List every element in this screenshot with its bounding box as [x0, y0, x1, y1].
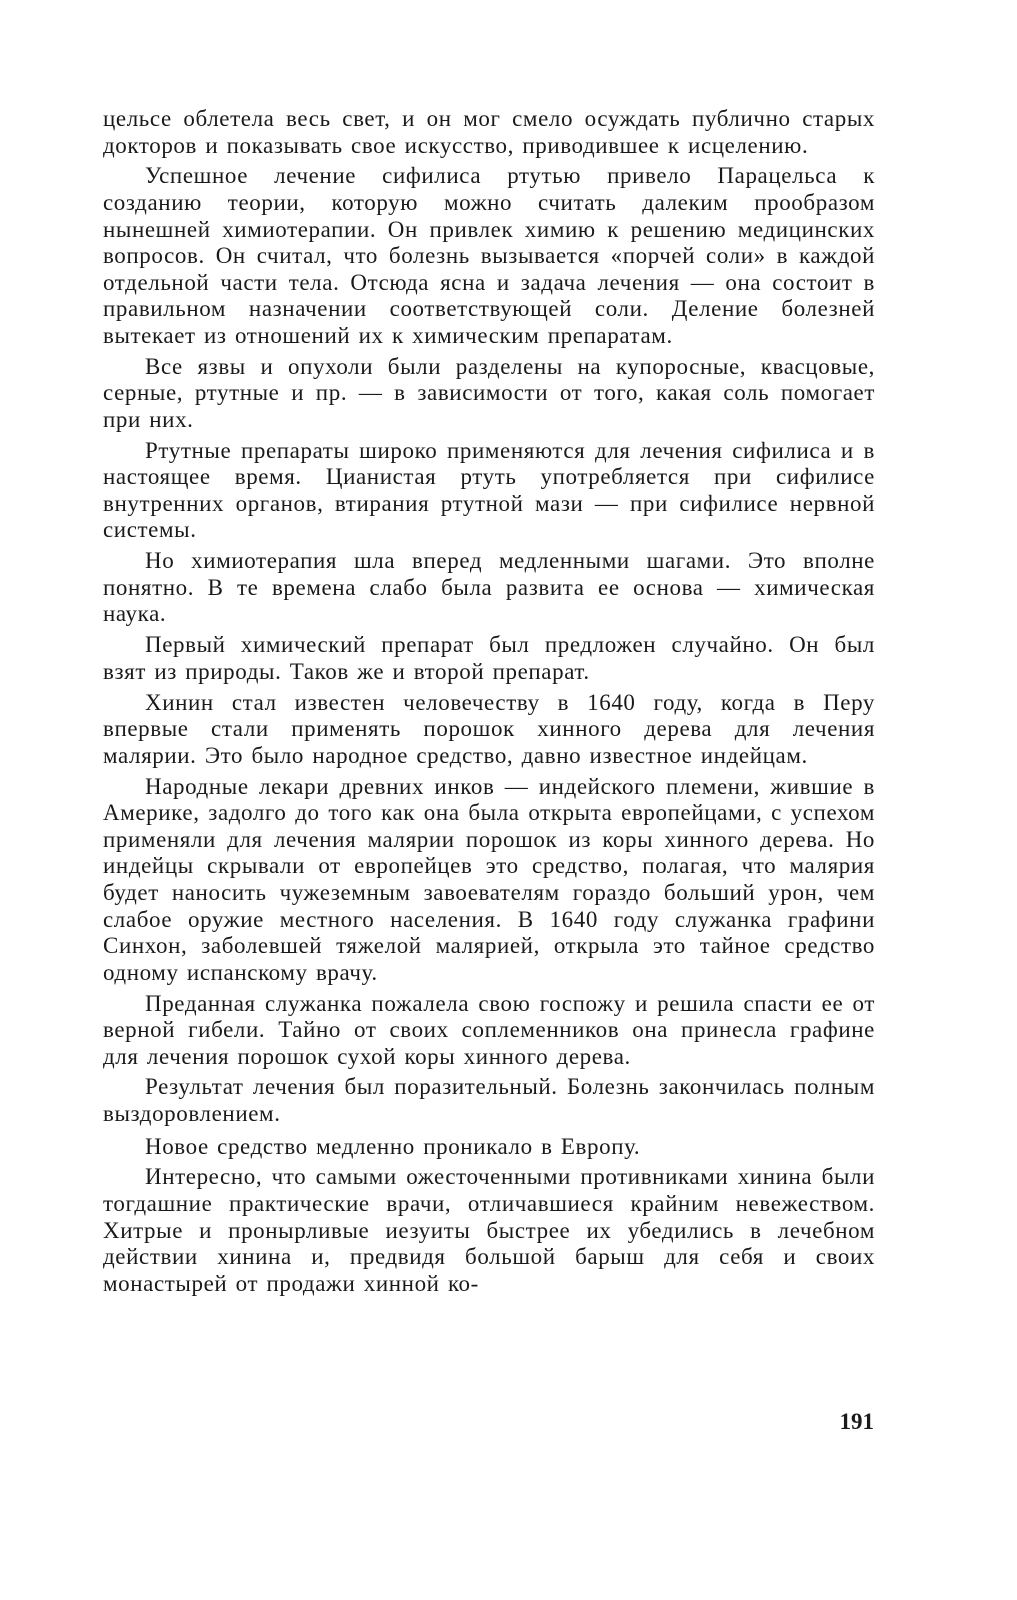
paragraph: Все язвы и опухоли были разделены на купоросные, квасцовые, серные, ртутные и пр. — в зависимости от того, какая соль помогает при них.	[103, 353, 875, 432]
paragraph: Народные лекари древних инков — индейского племени, жившие в Америке, задолго до того как она была открыта европейцами, с успехом применяли для лечения малярии порошок из коры хинного дерева. Но индейцы скрывали от европейцев это средство, полагая, что малярия будет наносить чужеземным завоевателям гораздо больший урон, чем слабое оружие местного населения. В 1640 году служанка графини Синхон, заболевшей тяжелой малярией, открыла это тайное средство одному испанскому врачу.	[103, 773, 875, 985]
paragraph: Новое средство медленно проникало в Европу.	[145, 1133, 641, 1159]
page-number: 191	[839, 1409, 874, 1434]
body-text	[103, 106, 875, 1302]
paragraph: Первый химический препарат был предложен случайно. Он был взят из природы. Таков же и второй препарат.	[103, 632, 875, 684]
paragraph: Результат лечения был поразительный. Болезнь закончилась полным выздоровлением.	[103, 1074, 875, 1127]
paragraph: Ртутные препараты широко применяются для лечения сифилиса и в настоящее время. Цианистая ртуть употребляется при сифилисе внутренних органов, втирания ртутной мази — при сифилисе нервной системы.	[103, 437, 875, 543]
paragraph: Интересно, что самыми ожесточенными противниками хинина были тогдашние практические врачи, отличавшиеся крайним невежеством. Хитрые и пронырливые иезуиты быстрее их убедились в лечебном действии хинина и, предвидя большой барыш для себя и своих монастырей от продажи хинной ко-	[103, 1164, 875, 1296]
paragraph: Но химиотерапия шла вперед медленными шагами. Это вполне понятно. В те времена слабо была развита ее основа — химическая наука.	[103, 548, 875, 627]
paragraph: Успешное лечение сифилиса ртутью привело Парацельса к созданию теории, которую можно считать далеким прообразом нынешней химиотерапии. Он привлек химию к решению медицинских вопросов. Он считал, что болезнь вызывается «порчей соли» в каждой отдельной части тела. Отсюда ясна и задача лечения — она состоит в правильном назначении соответствующей соли. Деление болезней вытекает из отношений их к химическим препаратам.	[103, 163, 875, 348]
paragraph: Преданная служанка пожалела свою госпожу и решила спасти ее от верной гибели. Тайно от своих соплеменников она принесла графине для лечения порошок сухой коры хинного дерева.	[103, 990, 875, 1069]
paragraph-continuation: цельсе облетела весь свет, и он мог смело осуждать публично старых докторов и показывать свое искусство, приводившее к исцелению.	[103, 106, 875, 158]
paragraph: Хинин стал известен человечеству в 1640 году, когда в Перу впервые стали применять порошок хинного дерева для лечения малярии. Это было народное средство, давно известное индейцам.	[103, 689, 875, 768]
